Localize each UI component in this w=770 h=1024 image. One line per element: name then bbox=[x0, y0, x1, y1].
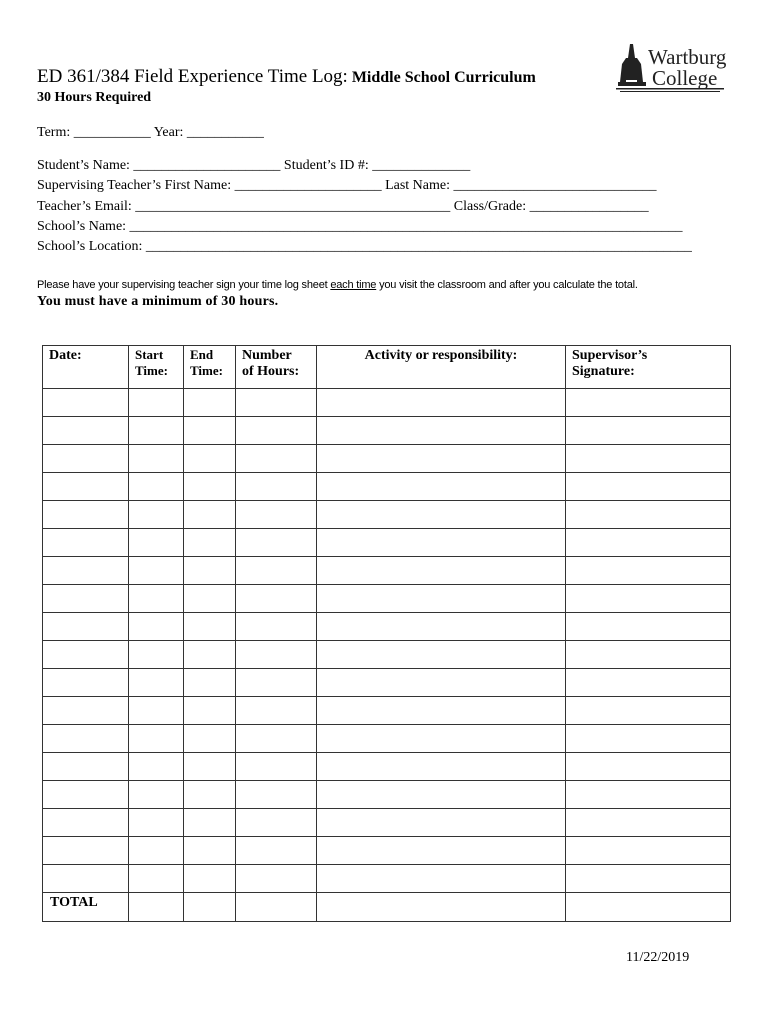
total-cell[interactable] bbox=[317, 893, 566, 922]
table-row bbox=[43, 529, 731, 557]
entry-cell[interactable] bbox=[129, 557, 184, 585]
entry-cell[interactable] bbox=[566, 417, 731, 445]
entry-cell[interactable] bbox=[184, 445, 236, 473]
entry-cell[interactable] bbox=[236, 585, 317, 613]
entry-cell[interactable] bbox=[184, 389, 236, 417]
total-cell[interactable] bbox=[129, 893, 184, 922]
entry-cell[interactable] bbox=[129, 613, 184, 641]
entry-cell[interactable] bbox=[317, 389, 566, 417]
time-log-table bbox=[42, 345, 731, 922]
entry-cell[interactable] bbox=[43, 529, 129, 557]
entry-cell[interactable] bbox=[236, 417, 317, 445]
table-row bbox=[43, 585, 731, 613]
student-field[interactable]: Student’s Name: _____________________ Student’s ID #: ______________ bbox=[37, 158, 471, 173]
entry-cell[interactable] bbox=[236, 529, 317, 557]
entry-cell[interactable] bbox=[236, 445, 317, 473]
entry-cell[interactable] bbox=[43, 669, 129, 697]
entry-cell[interactable] bbox=[129, 529, 184, 557]
entry-cell[interactable] bbox=[317, 809, 566, 837]
table-row bbox=[43, 697, 731, 725]
entry-cell[interactable] bbox=[43, 557, 129, 585]
entry-cell[interactable] bbox=[43, 697, 129, 725]
entry-cell[interactable] bbox=[566, 669, 731, 697]
entry-cell[interactable] bbox=[43, 613, 129, 641]
entry-cell[interactable] bbox=[236, 613, 317, 641]
entry-cell[interactable] bbox=[184, 585, 236, 613]
entry-cell[interactable] bbox=[566, 389, 731, 417]
teacher-email-field[interactable]: Teacher’s Email: _____________________________________________ Class/Grade: _________________ bbox=[37, 199, 649, 214]
page-title bbox=[37, 66, 536, 88]
entry-cell[interactable] bbox=[129, 389, 184, 417]
entry-cell[interactable] bbox=[129, 781, 184, 809]
entry-cell[interactable] bbox=[184, 725, 236, 753]
entry-cell[interactable] bbox=[566, 865, 731, 893]
entry-cell[interactable] bbox=[317, 501, 566, 529]
total-cell[interactable] bbox=[236, 893, 317, 922]
school-name-field[interactable]: School’s Name: _______________________________________________________________________________ bbox=[37, 219, 683, 234]
entry-cell[interactable] bbox=[129, 697, 184, 725]
term-year-field[interactable]: Term: ___________ Year: ___________ bbox=[37, 125, 264, 140]
entry-cell[interactable] bbox=[236, 641, 317, 669]
entry-cell[interactable] bbox=[129, 865, 184, 893]
entry-cell[interactable] bbox=[317, 445, 566, 473]
entry-cell[interactable] bbox=[236, 809, 317, 837]
entry-cell[interactable] bbox=[236, 669, 317, 697]
entry-cell[interactable] bbox=[184, 501, 236, 529]
entry-cell[interactable] bbox=[236, 501, 317, 529]
total-cell[interactable] bbox=[184, 893, 236, 922]
entry-cell[interactable] bbox=[129, 725, 184, 753]
entry-cell[interactable] bbox=[566, 697, 731, 725]
col-hours: Number of Hours: bbox=[236, 346, 317, 389]
entry-cell[interactable] bbox=[129, 641, 184, 669]
entry-cell[interactable] bbox=[566, 809, 731, 837]
entry-cell[interactable] bbox=[236, 473, 317, 501]
entry-cell[interactable] bbox=[43, 837, 129, 865]
entry-cell[interactable] bbox=[129, 585, 184, 613]
hours-required: 30 Hours Required bbox=[37, 90, 152, 105]
entry-cell[interactable] bbox=[129, 473, 184, 501]
entry-cell[interactable] bbox=[317, 781, 566, 809]
entry-cell[interactable] bbox=[129, 753, 184, 781]
entry-cell[interactable] bbox=[184, 669, 236, 697]
entry-cell[interactable] bbox=[43, 585, 129, 613]
entry-cell[interactable] bbox=[184, 417, 236, 445]
entry-cell[interactable] bbox=[43, 501, 129, 529]
table-row bbox=[43, 473, 731, 501]
instructions-emphasis: each time bbox=[330, 279, 377, 291]
entry-cell[interactable] bbox=[317, 585, 566, 613]
entry-cell[interactable] bbox=[184, 557, 236, 585]
entry-cell[interactable] bbox=[236, 781, 317, 809]
entry-cell[interactable] bbox=[184, 809, 236, 837]
entry-cell[interactable] bbox=[566, 473, 731, 501]
entry-cell[interactable] bbox=[184, 837, 236, 865]
table-row bbox=[43, 753, 731, 781]
table-row bbox=[43, 389, 731, 417]
entry-cell[interactable] bbox=[184, 781, 236, 809]
table-row bbox=[43, 865, 731, 893]
minimum-hours-note: You must have a minimum of 30 hours. bbox=[37, 294, 279, 309]
entry-cell[interactable] bbox=[566, 529, 731, 557]
col-date: Date: bbox=[43, 346, 129, 389]
entry-cell[interactable] bbox=[236, 753, 317, 781]
entry-cell[interactable] bbox=[43, 445, 129, 473]
col-signature: Supervisor’s Signature: bbox=[566, 346, 731, 389]
entry-cell[interactable] bbox=[317, 753, 566, 781]
col-end-time: End Time: bbox=[184, 346, 236, 389]
entry-cell[interactable] bbox=[184, 529, 236, 557]
entry-cell[interactable] bbox=[43, 389, 129, 417]
entry-cell[interactable] bbox=[236, 837, 317, 865]
entry-cell[interactable] bbox=[129, 501, 184, 529]
entry-cell[interactable] bbox=[236, 557, 317, 585]
entry-cell[interactable] bbox=[43, 865, 129, 893]
teacher-name-field[interactable]: Supervising Teacher’s First Name: _____________________ Last Name: _____________________________ bbox=[37, 178, 657, 193]
entry-cell[interactable] bbox=[236, 725, 317, 753]
entry-cell[interactable] bbox=[236, 389, 317, 417]
entry-cell[interactable] bbox=[43, 725, 129, 753]
entry-cell[interactable] bbox=[129, 837, 184, 865]
instructions bbox=[37, 279, 638, 291]
entry-cell[interactable] bbox=[43, 753, 129, 781]
col-activity: Activity or responsibility: bbox=[317, 346, 566, 389]
entry-cell[interactable] bbox=[43, 641, 129, 669]
entry-cell[interactable] bbox=[566, 837, 731, 865]
entry-cell[interactable] bbox=[566, 585, 731, 613]
entry-cell[interactable] bbox=[317, 529, 566, 557]
entry-cell[interactable] bbox=[566, 445, 731, 473]
entry-cell[interactable] bbox=[566, 501, 731, 529]
table-row bbox=[43, 837, 731, 865]
title-course: Middle School Curriculum bbox=[351, 69, 536, 86]
entry-cell[interactable] bbox=[184, 613, 236, 641]
table-row bbox=[43, 417, 731, 445]
table-row bbox=[43, 669, 731, 697]
entry-cell[interactable] bbox=[566, 641, 731, 669]
table-row bbox=[43, 781, 731, 809]
school-location-field[interactable]: School’s Location: ______________________________________________________________________________ bbox=[37, 239, 692, 254]
entry-cell[interactable] bbox=[43, 473, 129, 501]
entry-cell[interactable] bbox=[184, 697, 236, 725]
entry-cell[interactable] bbox=[317, 613, 566, 641]
table-row bbox=[43, 809, 731, 837]
entry-cell[interactable] bbox=[184, 753, 236, 781]
table-row bbox=[43, 501, 731, 529]
instructions-after: you visit the classroom and after you calculate the total. bbox=[376, 279, 638, 291]
entry-cell[interactable] bbox=[566, 613, 731, 641]
table-row bbox=[43, 445, 731, 473]
table-row bbox=[43, 725, 731, 753]
entry-cell[interactable] bbox=[184, 473, 236, 501]
logo-text-2: College bbox=[652, 66, 718, 90]
entry-cell[interactable] bbox=[129, 417, 184, 445]
wartburg-college-logo bbox=[616, 42, 728, 96]
entry-cell[interactable] bbox=[43, 781, 129, 809]
instructions-before: Please have your supervising teacher sign your time log sheet bbox=[37, 279, 331, 291]
entry-cell[interactable] bbox=[566, 725, 731, 753]
entry-cell[interactable] bbox=[317, 417, 566, 445]
table-row bbox=[43, 557, 731, 585]
logo-text-1: Wartburg bbox=[648, 45, 727, 69]
title-text: ED 361/384 Field Experience Time Log: bbox=[37, 66, 348, 87]
entry-cell[interactable] bbox=[236, 697, 317, 725]
entry-cell[interactable] bbox=[129, 809, 184, 837]
entry-cell[interactable] bbox=[129, 669, 184, 697]
total-label: TOTAL bbox=[43, 893, 129, 922]
table-row bbox=[43, 613, 731, 641]
entry-cell[interactable] bbox=[317, 473, 566, 501]
table-header-row bbox=[43, 346, 731, 389]
entry-cell[interactable] bbox=[317, 669, 566, 697]
entry-cell[interactable] bbox=[236, 865, 317, 893]
entry-cell[interactable] bbox=[184, 641, 236, 669]
entry-cell[interactable] bbox=[43, 809, 129, 837]
entry-cell[interactable] bbox=[566, 781, 731, 809]
entry-cell[interactable] bbox=[317, 697, 566, 725]
col-start-time: Start Time: bbox=[129, 346, 184, 389]
entry-cell[interactable] bbox=[184, 865, 236, 893]
entry-cell[interactable] bbox=[317, 837, 566, 865]
entry-cell[interactable] bbox=[566, 753, 731, 781]
entry-cell[interactable] bbox=[317, 725, 566, 753]
entry-cell[interactable] bbox=[317, 641, 566, 669]
entry-cell[interactable] bbox=[43, 417, 129, 445]
table-row bbox=[43, 641, 731, 669]
entry-cell[interactable] bbox=[566, 557, 731, 585]
entry-cell[interactable] bbox=[129, 445, 184, 473]
revision-date: 11/22/2019 bbox=[626, 950, 690, 965]
entry-cell[interactable] bbox=[317, 557, 566, 585]
entry-cell[interactable] bbox=[317, 865, 566, 893]
total-cell[interactable] bbox=[566, 893, 731, 922]
total-row bbox=[43, 893, 731, 922]
